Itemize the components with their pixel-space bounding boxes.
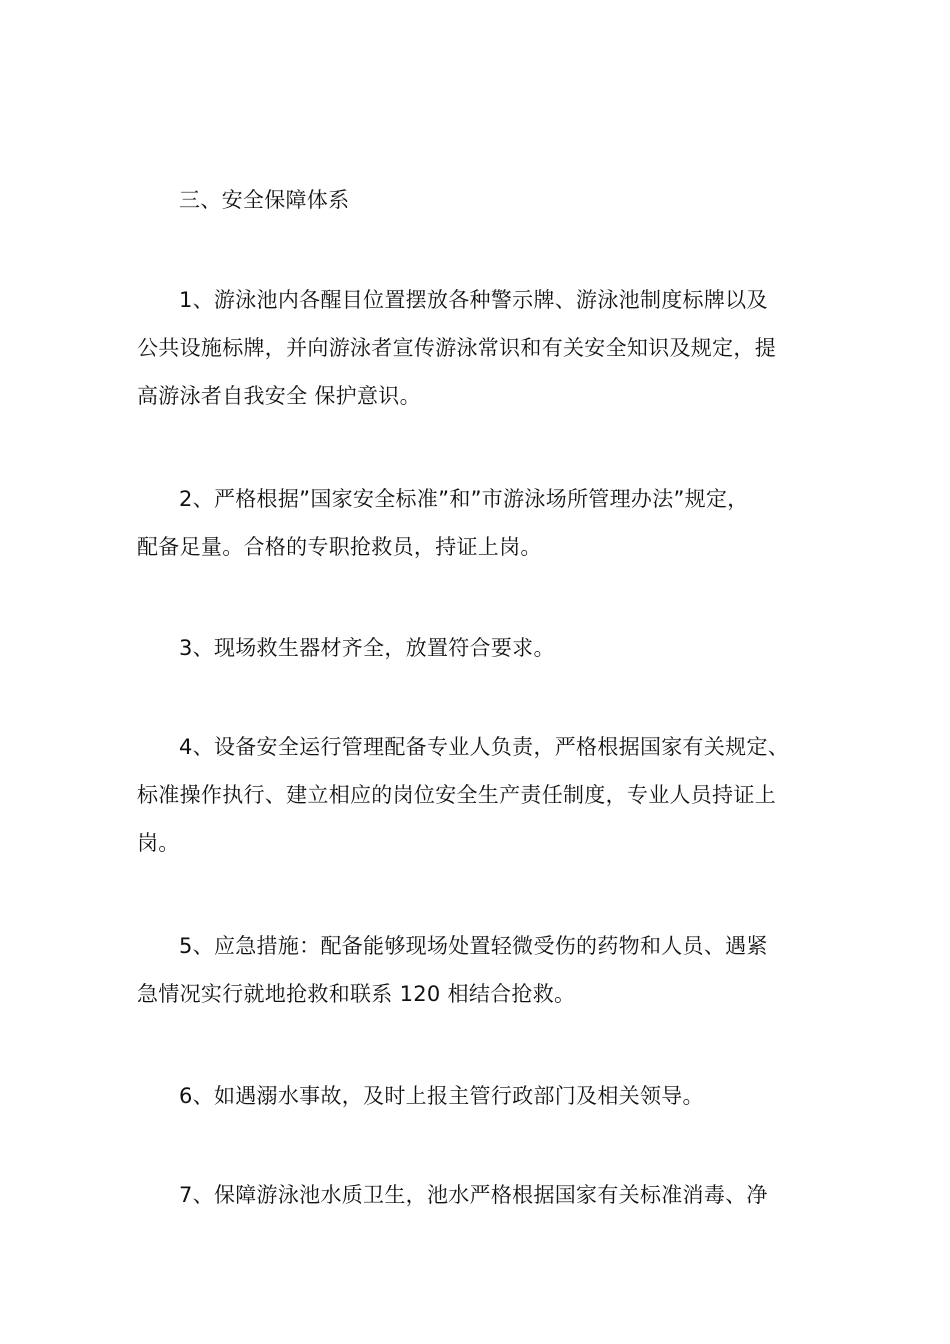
paragraph-item-5: [137, 922, 827, 1018]
paragraph-item-7: [137, 1171, 827, 1219]
paragraph-line: 岗。: [137, 831, 180, 855]
paragraph-line: 急情况实行就地抢救和联系 120 相结合抢救。: [137, 982, 576, 1006]
paragraph-line: 高游泳者自我安全 保护意识。: [137, 384, 421, 408]
paragraph-line: 3、现场救生器材齐全，放置符合要求。: [179, 636, 555, 660]
paragraph-line: 5、应急措施：配备能够现场处置轻微受伤的药物和人员、遇紧: [179, 934, 768, 958]
paragraph-line: 2、严格根据”国家安全标准”和”市游泳场所管理办法”规定，: [179, 487, 749, 511]
section-heading-text: 三、安全保障体系: [179, 188, 350, 212]
paragraph-item-3: [137, 624, 827, 672]
paragraph-item-2: [137, 475, 827, 571]
paragraph-line: 1、游泳池内各醒目位置摆放各种警示牌、游泳池制度标牌以及: [179, 288, 768, 312]
paragraph-line: 公共设施标牌，并向游泳者宣传游泳常识和有关安全知识及规定，提: [137, 336, 776, 360]
paragraph-line: 配备足量。合格的专职抢救员，持证上岗。: [137, 535, 542, 559]
paragraph-line: 4、设备安全运行管理配备专业人负责，严格根据国家有关规定、: [179, 735, 790, 759]
paragraph-line: 6、如遇溺水事故，及时上报主管行政部门及相关领导。: [179, 1084, 704, 1108]
paragraph-line: 7、保障游泳池水质卫生，池水严格根据国家有关标准消毒、净: [179, 1183, 768, 1207]
paragraph-line: 标准操作执行、建立相应的岗位安全生产责任制度，专业人员持证上: [137, 783, 776, 807]
paragraph-item-1: [137, 276, 827, 420]
section-heading: [137, 176, 827, 224]
paragraph-item-4: [137, 723, 827, 867]
paragraph-item-6: [137, 1072, 827, 1120]
